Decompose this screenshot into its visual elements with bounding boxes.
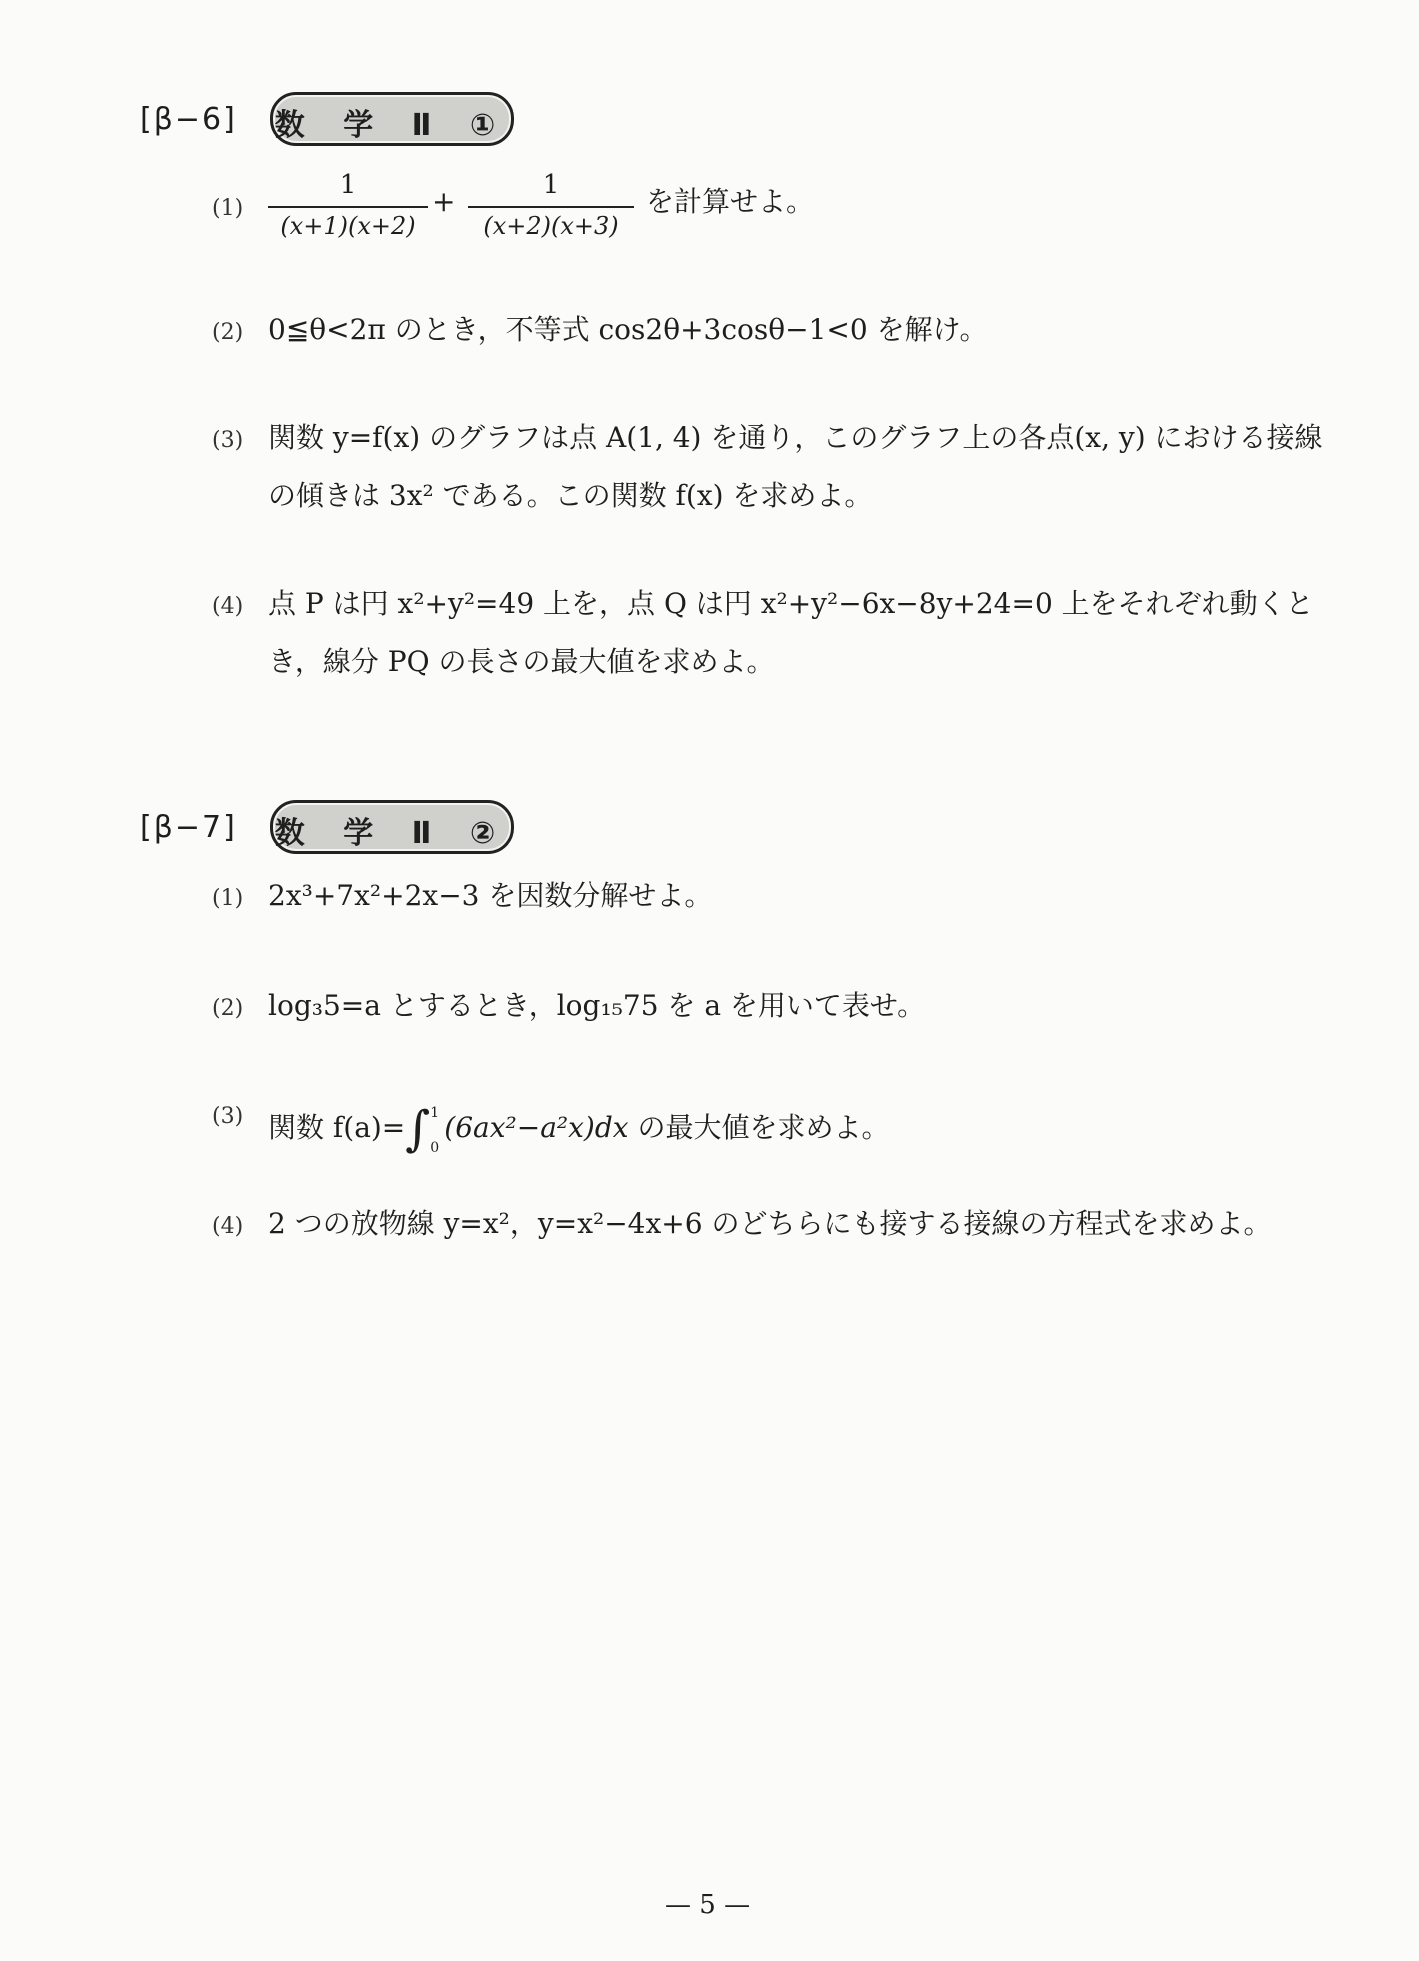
- section-id-b6: [β−6]: [140, 102, 237, 137]
- problem-number: (1): [212, 196, 244, 221]
- problem-number: (4): [212, 1214, 244, 1239]
- problem-text: を計算せよ。: [646, 185, 815, 218]
- fraction-bar: [268, 206, 428, 208]
- upper-limit: 1: [430, 1104, 440, 1121]
- section-badge-text: 数 学 Ⅱ ①: [274, 108, 510, 143]
- problem-text-line2: の傾きは 3x² である。この関数 f(x) を求めよ。: [268, 479, 873, 512]
- fraction-2: [468, 170, 634, 240]
- problem-text: 2x³+7x²+2x−3 を因数分解せよ。: [268, 879, 713, 912]
- section-id-b7: [β−7]: [140, 810, 237, 845]
- integral-limits: [430, 1104, 444, 1157]
- problem-number: (2): [212, 320, 244, 345]
- problem-text: 2 つの放物線 y=x²，y=x²−4x+6 のどちらにも接する接線の方程式を求めよ。: [268, 1207, 1272, 1240]
- fraction-1: [268, 170, 428, 240]
- integral-expression: [268, 1090, 890, 1157]
- problem-number: (1): [212, 886, 244, 911]
- problem-text-line2: き，線分 PQ の長さの最大値を求めよ。: [268, 645, 775, 678]
- problem-number: (3): [212, 428, 244, 453]
- section-badge-text: 数 学 Ⅱ ②: [274, 816, 510, 851]
- integral-prefix: 関数 f(a)=: [268, 1111, 406, 1144]
- problem-number: (2): [212, 996, 244, 1021]
- page-number: — 5 —: [665, 1890, 751, 1920]
- integral-sign-icon: ∫: [405, 1101, 431, 1157]
- problem-text-line1: 関数 y=f(x) のグラフは点 A(1, 4) を通り，このグラフ上の各点(x, y) における接線: [268, 421, 1323, 454]
- problem-text: log₃5=a とするとき，log₁₅75 を a を用いて表せ。: [268, 989, 926, 1022]
- problem-number: (4): [212, 594, 244, 619]
- problem-text: 0≦θ<2π のとき，不等式 cos2θ+3cosθ−1<0 を解け。: [268, 313, 988, 346]
- section-badge-b6: [270, 92, 514, 146]
- section-badge-b7: [270, 800, 514, 854]
- fraction-bar: [468, 206, 634, 208]
- plus-sign: +: [432, 185, 456, 218]
- fraction-denominator: (x+2)(x+3): [483, 212, 619, 240]
- fraction-numerator: 1: [542, 170, 560, 200]
- problem-text: の最大値を求めよ。: [637, 1111, 890, 1144]
- problem-number: (3): [212, 1104, 244, 1129]
- lower-limit: 0: [430, 1140, 440, 1157]
- problem-text-line1: 点 P は円 x²+y²=49 上を，点 Q は円 x²+y²−6x−8y+24=0 上をそれぞれ動くと: [268, 587, 1314, 620]
- integrand: (6ax²−a²x)dx: [444, 1111, 629, 1144]
- fraction-denominator: (x+1)(x+2): [280, 212, 416, 240]
- fraction-numerator: 1: [339, 170, 357, 200]
